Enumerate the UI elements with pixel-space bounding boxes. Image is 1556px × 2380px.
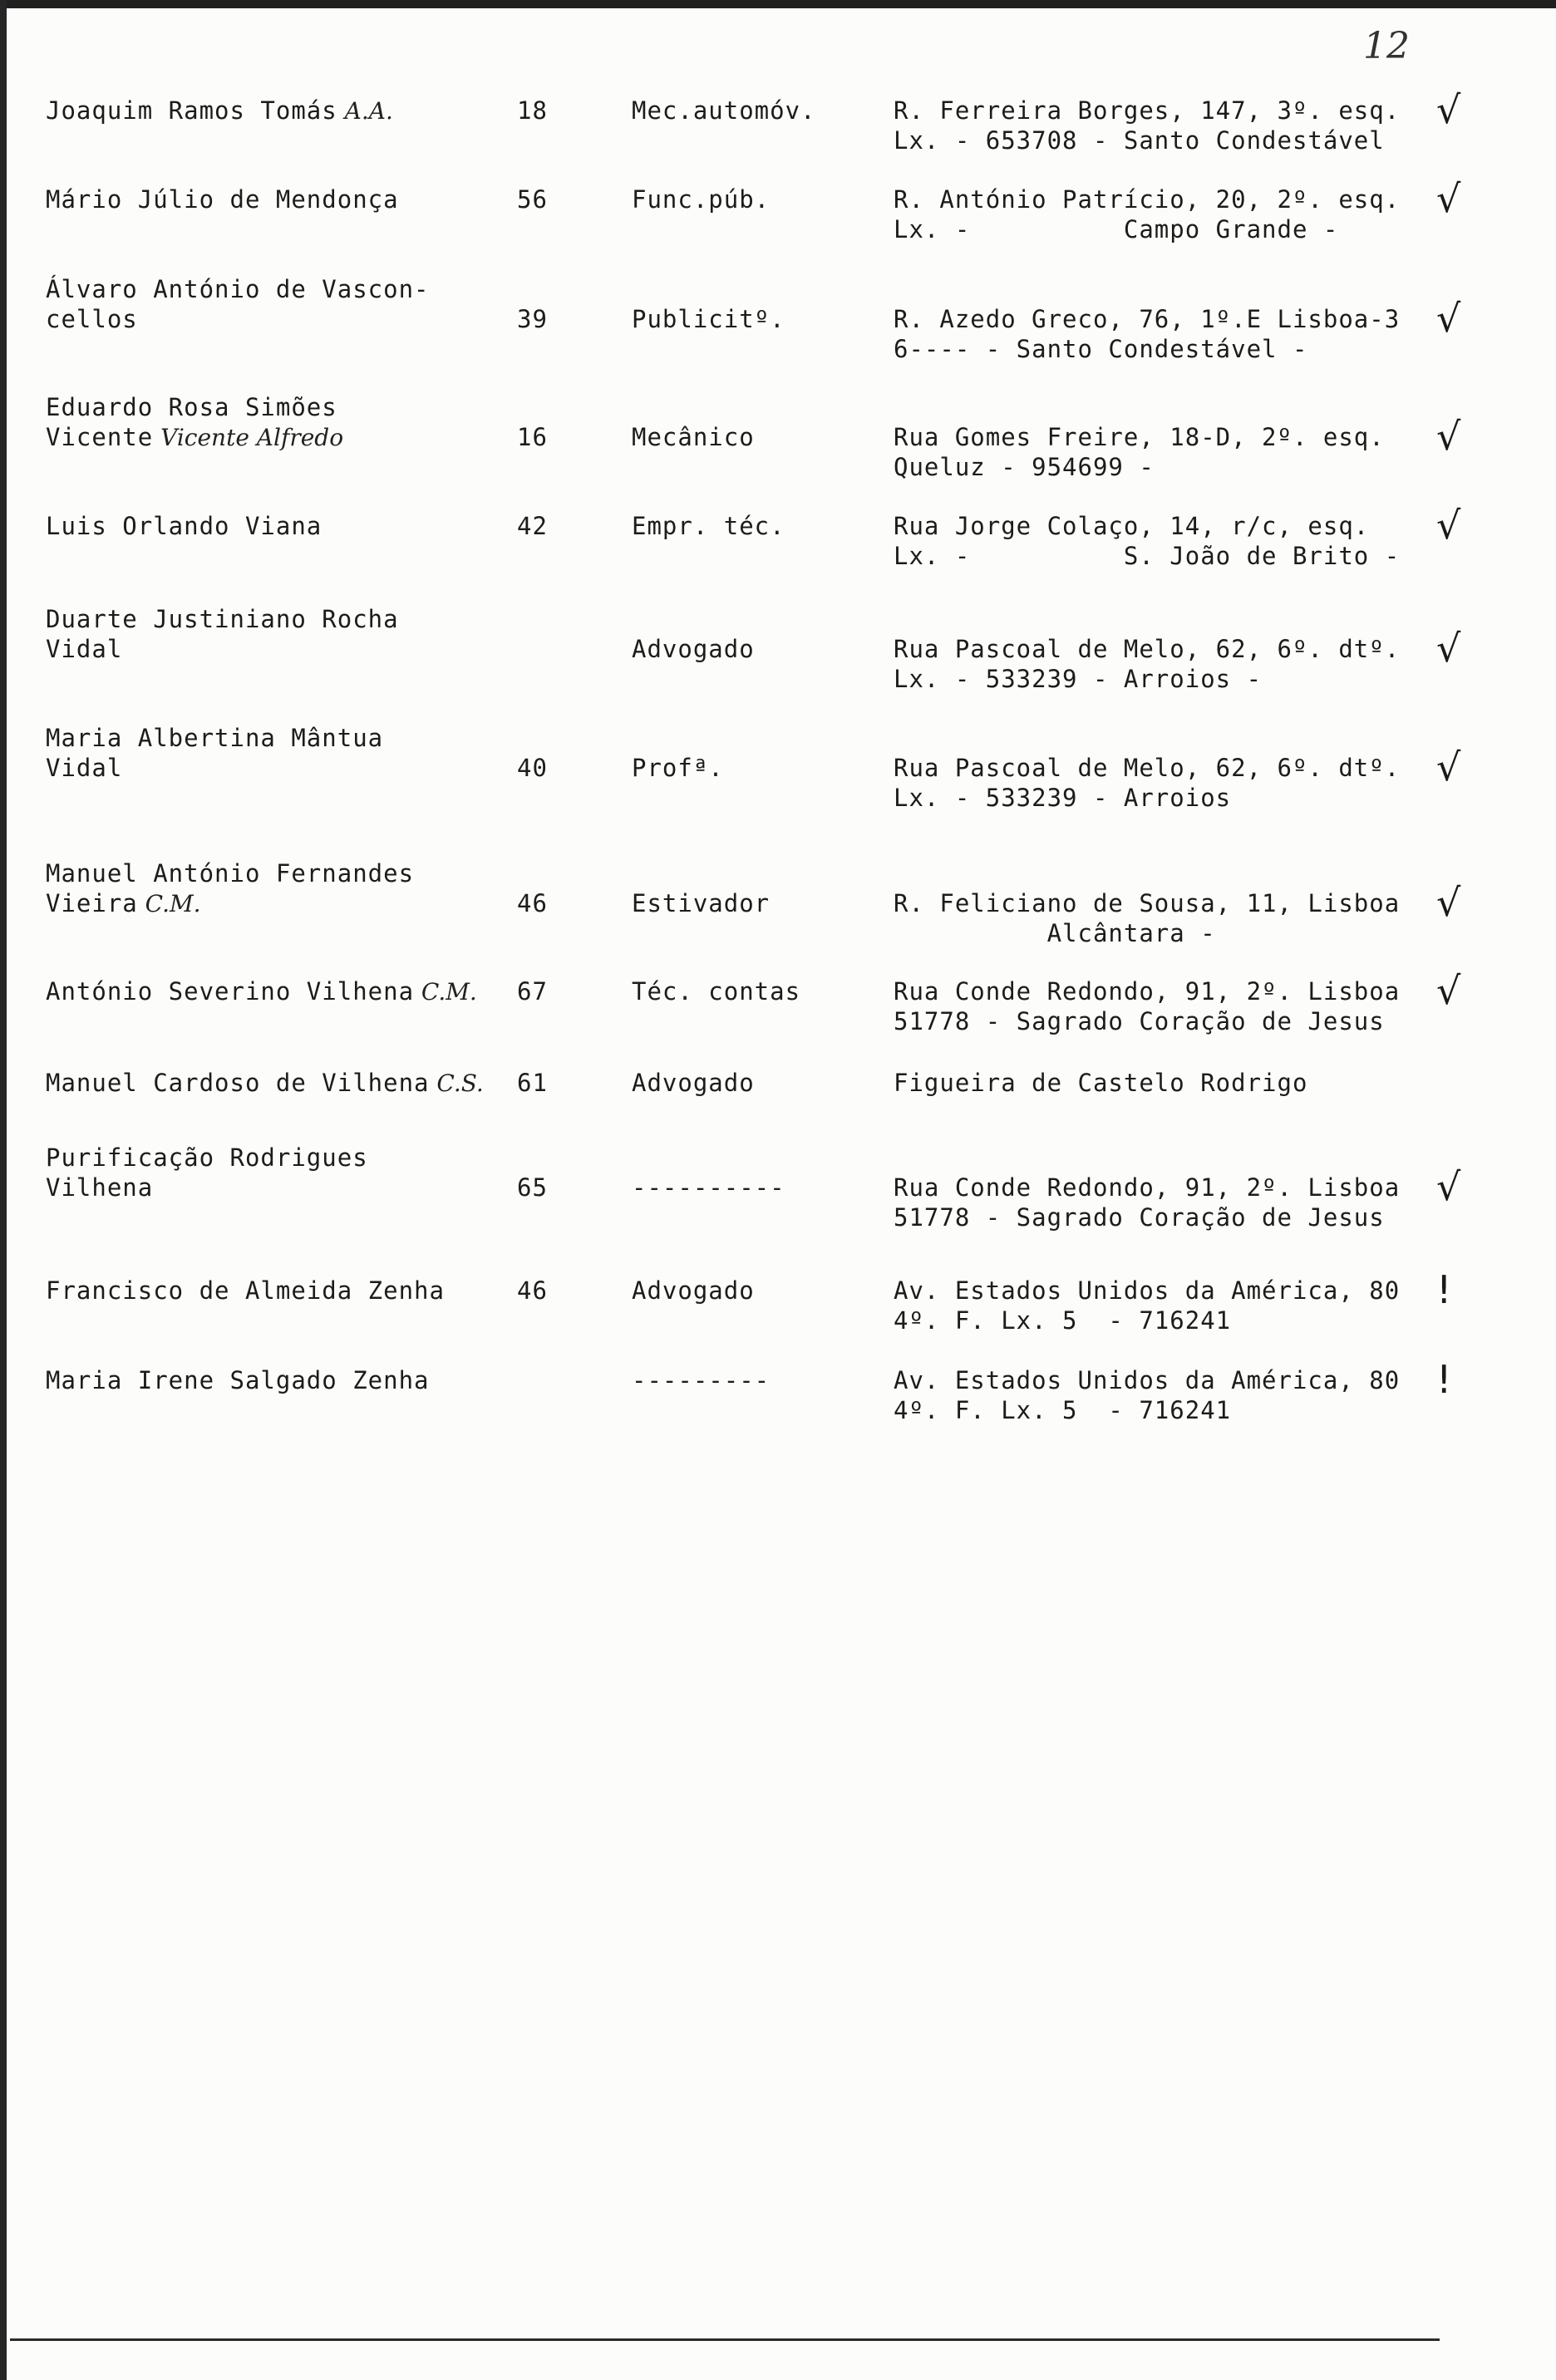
entry-address-line: Lx. - 533239 - Arroios xyxy=(894,784,1232,812)
entry-name xyxy=(46,392,478,453)
entry-address-line: Rua Conde Redondo, 91, 2º. Lisboa xyxy=(894,1173,1401,1202)
entry-age: 16 xyxy=(517,423,548,451)
entry-profession: ---------- xyxy=(632,1173,785,1202)
entry-name xyxy=(46,1276,478,1306)
entry-name-line: Manuel Cardoso de Vilhena xyxy=(46,1069,430,1097)
entry-name xyxy=(46,858,478,919)
entry-address-line: Av. Estados Unidos da América, 80 xyxy=(894,1276,1401,1305)
entry-address-line: Rua Pascoal de Melo, 62, 6º. dtº. xyxy=(894,635,1401,663)
handwritten-annotation: Vicente Alfredo xyxy=(153,424,344,451)
entry-name-line: Luis Orlando Viana xyxy=(46,512,323,540)
entry-age: 65 xyxy=(517,1173,548,1202)
entry-address-line: Lx. - Campo Grande - xyxy=(894,215,1339,243)
entry-name-line: Maria Irene Salgado Zenha xyxy=(46,1366,430,1394)
handwritten-annotation: A.A. xyxy=(337,97,393,125)
entry-name xyxy=(46,1068,484,1099)
entry-profession: Publicitº. xyxy=(632,305,785,333)
entry-name xyxy=(46,184,478,214)
entry-address xyxy=(894,1068,1442,1098)
entry-address xyxy=(894,1173,1442,1232)
entry-name xyxy=(46,511,478,541)
entry-age: 61 xyxy=(517,1069,548,1097)
check-mark-icon: √ xyxy=(1436,745,1462,789)
entry-name xyxy=(46,1143,478,1202)
entry-address-line: Av. Estados Unidos da América, 80 xyxy=(894,1366,1401,1394)
entry-address-line: R. Feliciano de Sousa, 11, Lisboa xyxy=(894,889,1401,917)
entry-address xyxy=(894,888,1442,948)
entry-age: 67 xyxy=(517,977,548,1006)
entry-profession: Func.púb. xyxy=(632,185,771,214)
check-mark-icon: √ xyxy=(1436,414,1462,459)
handwritten-annotation: C.S. xyxy=(429,1070,484,1097)
entry-address-line: Alcântara - xyxy=(894,919,1216,947)
entry-address-line: Rua Conde Redondo, 91, 2º. Lisboa xyxy=(894,977,1401,1006)
entry-name-line: Maria Albertina Mântua xyxy=(46,724,384,752)
entry-name-line: Vieira xyxy=(46,889,138,917)
entry-name xyxy=(46,604,478,664)
entry-address-line: R. Azedo Greco, 76, 1º.E Lisboa-3 xyxy=(894,305,1401,333)
entry-address-line: Lx. - S. João de Brito - xyxy=(894,542,1401,570)
bottom-rule xyxy=(10,2338,1440,2341)
entry-address-line: R. António Patrício, 20, 2º. esq. xyxy=(894,185,1401,214)
entry-address xyxy=(894,1365,1442,1425)
check-mark-icon: √ xyxy=(1436,626,1462,671)
check-mark-icon: √ xyxy=(1436,87,1462,132)
entry-address-line: Lx. - 533239 - Arroios - xyxy=(894,665,1263,693)
entry-name-line: Vidal xyxy=(46,635,123,663)
entry-address-line: 6---- - Santo Condestável - xyxy=(894,335,1308,363)
entry-address-line: 51778 - Sagrado Coração de Jesus xyxy=(894,1203,1385,1232)
entry-profession: Profª. xyxy=(632,754,724,782)
check-mark-icon: ! xyxy=(1436,1267,1453,1312)
entry-name-line: Eduardo Rosa Simões xyxy=(46,393,337,421)
entry-name xyxy=(46,976,478,1007)
entry-address-line: Rua Jorge Colaço, 14, r/c, esq. xyxy=(894,512,1370,540)
entry-address-line: Queluz - 954699 - xyxy=(894,453,1155,481)
entry-profession: Empr. téc. xyxy=(632,512,785,540)
entry-age: 18 xyxy=(517,96,548,125)
entry-name-line: Joaquim Ramos Tomás xyxy=(46,96,337,125)
check-mark-icon: √ xyxy=(1436,296,1462,341)
entry-address-line: R. Ferreira Borges, 147, 3º. esq. xyxy=(894,96,1401,125)
entry-profession: Estivador xyxy=(632,889,771,917)
entry-profession: --------- xyxy=(632,1366,771,1394)
entry-profession: Advogado xyxy=(632,635,755,663)
check-mark-icon: √ xyxy=(1436,503,1462,548)
entry-age: 46 xyxy=(517,1276,548,1305)
check-mark-icon: √ xyxy=(1436,968,1462,1013)
entry-name xyxy=(46,274,478,334)
handwritten-annotation: C.M. xyxy=(137,890,201,917)
entry-name xyxy=(46,723,478,783)
entry-profession: Advogado xyxy=(632,1276,755,1305)
entry-name-line: Álvaro António de Vascon- xyxy=(46,275,430,303)
entry-address-line: Figueira de Castelo Rodrigo xyxy=(894,1069,1308,1097)
check-mark-icon: √ xyxy=(1436,1164,1462,1209)
entry-age: 46 xyxy=(517,889,548,917)
entry-address-line: 51778 - Sagrado Coração de Jesus xyxy=(894,1007,1385,1035)
entry-age: 39 xyxy=(517,305,548,333)
handwritten-annotation: C.M. xyxy=(414,978,477,1006)
entry-name xyxy=(46,96,478,126)
entry-age: 56 xyxy=(517,185,548,214)
entry-name-line: Vicente xyxy=(46,423,154,451)
entry-address-line: Lx. - 653708 - Santo Condestável xyxy=(894,126,1385,155)
entry-profession: Téc. contas xyxy=(632,977,801,1006)
check-mark-icon: √ xyxy=(1436,880,1462,925)
entry-name-line: Vidal xyxy=(46,754,123,782)
entry-address xyxy=(894,976,1442,1036)
entry-name-line: António Severino Vilhena xyxy=(46,977,415,1006)
entry-name-line: Francisco de Almeida Zenha xyxy=(46,1276,445,1305)
entry-age: 42 xyxy=(517,512,548,540)
entry-name-line: Manuel António Fernandes xyxy=(46,859,415,888)
entry-address xyxy=(894,753,1442,813)
entry-address xyxy=(894,304,1442,364)
check-mark-icon: √ xyxy=(1436,176,1462,221)
entry-address xyxy=(894,634,1442,694)
page-mark: 12 xyxy=(1363,25,1410,67)
entry-address xyxy=(894,1276,1442,1335)
entry-address xyxy=(894,184,1442,244)
entry-address-line: 4º. F. Lx. 5 - 716241 xyxy=(894,1306,1232,1335)
entry-address xyxy=(894,422,1442,482)
entry-name-line: Duarte Justiniano Rocha xyxy=(46,605,399,633)
entry-name-line: Vilhena xyxy=(46,1173,154,1202)
entry-address xyxy=(894,511,1442,571)
entry-profession: Advogado xyxy=(632,1069,755,1097)
entry-age: 40 xyxy=(517,754,548,782)
entry-address-line: Rua Gomes Freire, 18-D, 2º. esq. xyxy=(894,423,1385,451)
entry-name xyxy=(46,1365,478,1395)
entry-address-line: Rua Pascoal de Melo, 62, 6º. dtº. xyxy=(894,754,1401,782)
entry-name-line: Purificação Rodrigues xyxy=(46,1143,368,1172)
entry-address xyxy=(894,96,1442,155)
entry-profession: Mec.automóv. xyxy=(632,96,816,125)
entry-name-line: cellos xyxy=(46,305,138,333)
entry-name-line: Mário Júlio de Mendonça xyxy=(46,185,399,214)
check-mark-icon: ! xyxy=(1436,1357,1453,1402)
entry-address-line: 4º. F. Lx. 5 - 716241 xyxy=(894,1396,1232,1424)
entry-profession: Mecânico xyxy=(632,423,755,451)
